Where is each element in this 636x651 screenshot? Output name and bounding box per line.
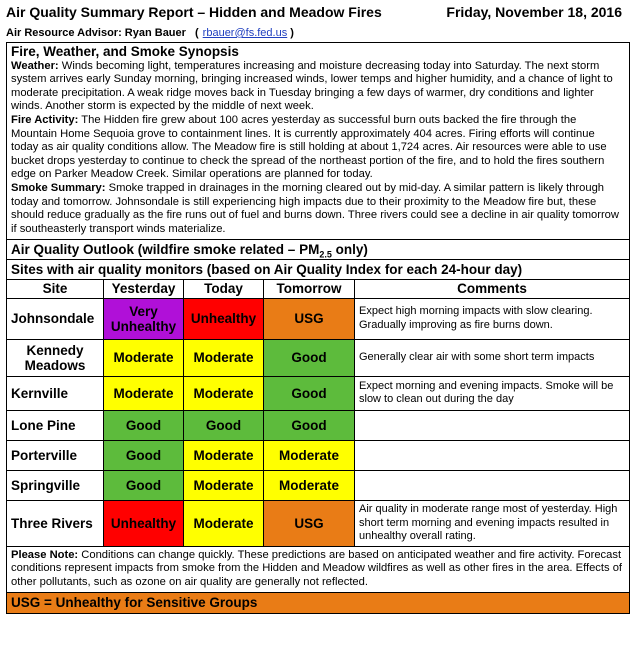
- site-cell: [7, 500, 104, 546]
- site-name-line: Kernville: [11, 385, 69, 401]
- aqi-level-text: Good: [291, 385, 327, 401]
- advisor-open-paren: (: [195, 27, 199, 39]
- tomorrow-aqi-cell: [264, 410, 355, 440]
- header-comments: Comments: [355, 279, 630, 298]
- tomorrow-aqi-cell: [264, 500, 355, 546]
- aqi-table: [6, 260, 630, 547]
- fire-activity-paragraph: [11, 114, 625, 182]
- aqi-level-text: Moderate: [278, 447, 339, 463]
- tomorrow-aqi-cell: [264, 339, 355, 376]
- header-today: Today: [184, 279, 264, 298]
- tomorrow-aqi-cell: [264, 298, 355, 339]
- yesterday-aqi-cell: [104, 410, 184, 440]
- today-aqi-cell: [184, 339, 264, 376]
- table-row: [7, 339, 630, 376]
- aqi-level-text: Moderate: [193, 515, 254, 531]
- yesterday-aqi-cell: [104, 339, 184, 376]
- smoke-summary-label: Smoke Summary:: [11, 181, 106, 194]
- aqi-level-text: Good: [291, 350, 327, 366]
- outlook-subscript: 2.5: [319, 250, 332, 260]
- header-yesterday: Yesterday: [104, 279, 184, 298]
- aqi-level-text: Moderate: [278, 477, 339, 493]
- comments-cell: Expect morning and evening impacts. Smoke will be slow to clean out during the day: [355, 376, 630, 410]
- aqi-level-text: Good: [125, 477, 162, 493]
- table-row: [7, 376, 630, 410]
- weather-label: Weather:: [11, 59, 59, 72]
- today-aqi-cell: [184, 470, 264, 500]
- site-cell: [7, 376, 104, 410]
- aqi-level-text: Moderate: [193, 477, 254, 493]
- today-aqi-cell: [184, 410, 264, 440]
- aqi-level-text: Moderate: [193, 385, 254, 401]
- usg-legend: USG = Unhealthy for Sensitive Groups: [6, 593, 630, 614]
- aqi-level-text: Moderate: [193, 447, 254, 463]
- advisor-label: Air Resource Advisor: Ryan Bauer: [6, 27, 186, 39]
- report-title: Air Quality Summary Report – Hidden and Meadow Fires: [6, 4, 382, 20]
- site-cell: [7, 410, 104, 440]
- table-row: [7, 500, 630, 546]
- comments-cell: [355, 410, 630, 440]
- aqi-level-text: Unhealthy: [190, 311, 257, 327]
- advisor-close-paren: ): [290, 27, 294, 39]
- smoke-summary-paragraph: [11, 182, 625, 236]
- aqi-level-text: Good: [291, 417, 327, 433]
- tomorrow-aqi-cell: [264, 470, 355, 500]
- yesterday-aqi-cell: [104, 470, 184, 500]
- fire-activity-label: Fire Activity:: [11, 113, 79, 126]
- aqi-level-text: Good: [125, 417, 162, 433]
- site-name-line: Lone Pine: [11, 417, 76, 433]
- site-name-line: Porterville: [11, 447, 78, 463]
- site-name-line: Three Rivers: [11, 515, 93, 531]
- today-aqi-cell: [184, 298, 264, 339]
- today-aqi-cell: [184, 376, 264, 410]
- aqi-level-text: Good: [205, 417, 242, 433]
- weather-text: Winds becoming light, temperatures increasing and moisture decreasing today into Saturday. The next storm system arrives early Sunday morning, bringing increased winds, lower temps and higher humidity, and a chance of light to moderate precipitation. A weak ridge moves back in Tuesday bringing a few days of warmer, dry conditions and lighter winds. Another storm is expected by the middle of next week.: [11, 59, 613, 113]
- note-label: Please Note:: [11, 548, 79, 561]
- site-name-line: Johnsondale: [11, 311, 95, 327]
- advisor-email-link[interactable]: rbauer@fs.fed.us: [202, 27, 288, 39]
- aqi-level-text: USG: [294, 311, 324, 327]
- comments-cell: [355, 470, 630, 500]
- aqi-level-text: USG: [294, 515, 324, 531]
- table-header-row: [7, 279, 630, 298]
- weather-paragraph: [11, 60, 625, 114]
- aqi-level-text: Moderate: [193, 350, 254, 366]
- site-cell: [7, 470, 104, 500]
- table-row: [7, 298, 630, 339]
- table-row: [7, 440, 630, 470]
- aqi-level-text: Moderate: [113, 350, 174, 366]
- advisor-line: [6, 26, 630, 42]
- site-cell: [7, 440, 104, 470]
- site-name-line: Meadows: [24, 357, 86, 373]
- site-cell: [7, 339, 104, 376]
- note-text: Conditions can change quickly. These predictions are based on anticipated weather and fire activity. Forecast conditions represent impacts from smoke from the Hidden and Meadow wildfires as well as other fires in the area. Effects of other pollutants, such as ozone on air quality are generally not reflected.: [11, 548, 623, 588]
- table-row: [7, 470, 630, 500]
- report-header: [6, 4, 630, 26]
- header-site: Site: [7, 279, 104, 298]
- please-note-section: [6, 547, 630, 593]
- outlook-title-suffix: only): [331, 242, 368, 258]
- aqi-level-text: Unhealthy: [110, 515, 177, 531]
- fire-activity-text: The Hidden fire grew about 100 acres yesterday as successful burn outs backed the fire through the Mountain Home Sequoia grove to containment lines. It is currently approximately 404 acres. Firing efforts will continue today as air quality conditions allow. The Meadow fire is still holding at about 1,724 acres. Air resources were able to use bucket drops yesterday to continue to check the spread of the northeast portion of the fire, and to hold the fires southern edge on Parker Meadow Creek. Similar operations are planned for today.: [11, 113, 607, 181]
- tomorrow-aqi-cell: [264, 440, 355, 470]
- yesterday-aqi-cell: [104, 500, 184, 546]
- comments-cell: Generally clear air with some short term impacts: [355, 339, 630, 376]
- synopsis-title: Fire, Weather, and Smoke Synopsis: [11, 44, 239, 59]
- outlook-title-text: Air Quality Outlook (wildfire smoke related – PM: [11, 242, 320, 258]
- comments-cell: Expect high morning impacts with slow clearing. Gradually improving as fire burns down.: [355, 298, 630, 339]
- aqi-level-text: Moderate: [113, 385, 174, 401]
- today-aqi-cell: [184, 500, 264, 546]
- comments-cell: [355, 440, 630, 470]
- smoke-summary-text: Smoke trapped in drainages in the morning cleared out by mid-day. A similar pattern is likely through today and tomorrow. Johnsondale is still experiencing high impacts due to their proximity to the Meadow fire but, these should reduce gradually as the fire runs out of fuel and burns down. Three rivers could see a decline in air quality tomorrow if southeasterly transport winds materialize.: [11, 181, 619, 235]
- site-cell: [7, 298, 104, 339]
- aqi-level-text: Very: [129, 303, 158, 319]
- report-date: Friday, November 18, 2016: [446, 4, 622, 20]
- yesterday-aqi-cell: [104, 298, 184, 339]
- tomorrow-aqi-cell: [264, 376, 355, 410]
- aqi-level-text: Good: [125, 447, 162, 463]
- comments-cell: Air quality in moderate range most of yesterday. High short term morning and evening impacts resulted in unhealthy overall rating.: [355, 500, 630, 546]
- today-aqi-cell: [184, 440, 264, 470]
- table-caption-row: [7, 260, 630, 279]
- aqi-level-text: Unhealthy: [110, 318, 177, 334]
- synopsis-section: [6, 42, 630, 240]
- yesterday-aqi-cell: [104, 440, 184, 470]
- header-tomorrow: Tomorrow: [264, 279, 355, 298]
- site-name-line: Springville: [11, 477, 81, 493]
- yesterday-aqi-cell: [104, 376, 184, 410]
- site-name-line: Kennedy: [26, 342, 84, 358]
- outlook-title: [6, 240, 630, 260]
- table-row: [7, 410, 630, 440]
- table-caption: Sites with air quality monitors (based on Air Quality Index for each 24-hour day): [7, 260, 630, 279]
